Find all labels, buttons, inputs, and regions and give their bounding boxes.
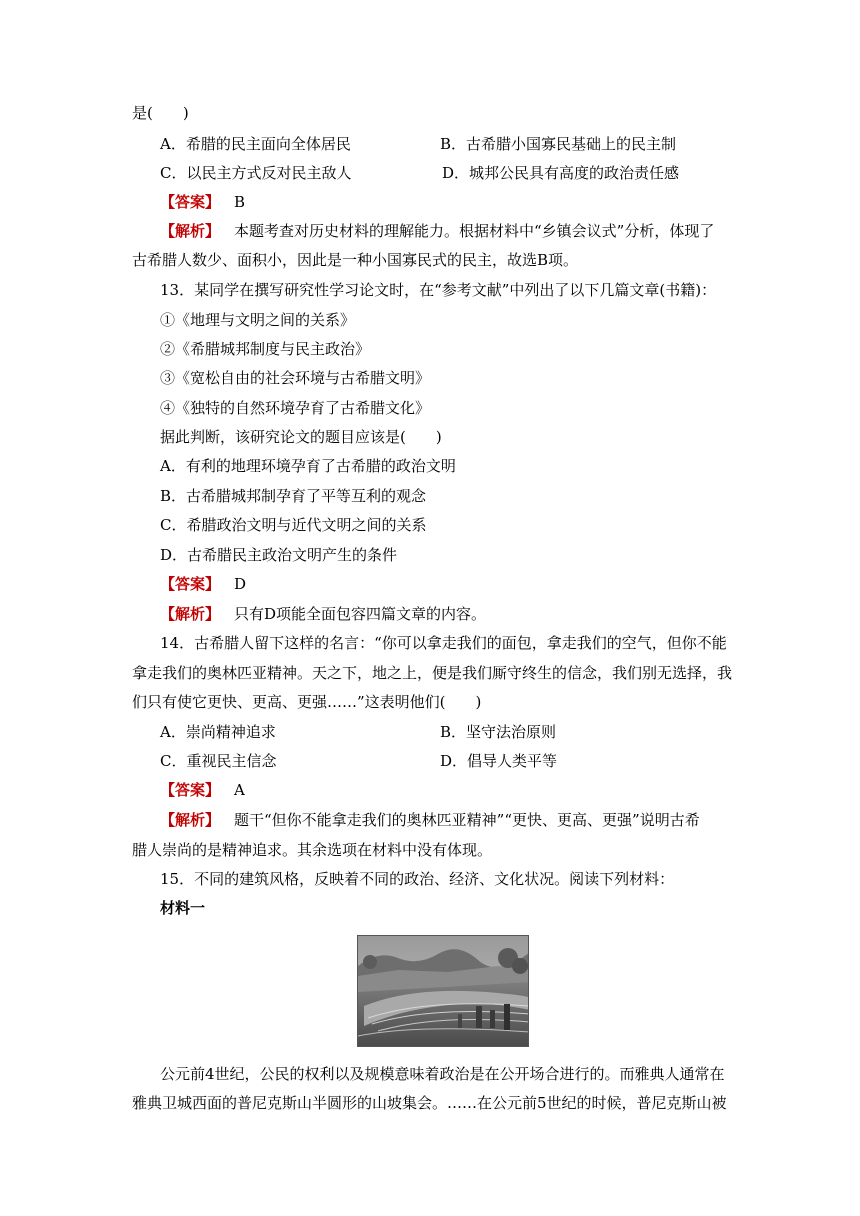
q12-option-d: D．城邦公民具有高度的政治责任感 xyxy=(442,164,680,182)
q14-stem-line-3: 们只有使它更快、更高、更强……”这表明他们( ) xyxy=(132,693,482,711)
q14-analysis-line-1 xyxy=(160,810,760,830)
answer-value: D xyxy=(234,575,247,593)
q14-option-a: A．崇尚精神追求 xyxy=(160,723,276,741)
q12-option-b: B．古希腊小国寡民基础上的民主制 xyxy=(440,135,677,153)
q13-ref-1: ①《地理与文明之间的关系》 xyxy=(160,311,356,329)
q13-ref-3: ③《宽松自由的社会环境与古希腊文明》 xyxy=(160,369,431,387)
q14-option-b: B．坚守法治原则 xyxy=(440,723,557,741)
q13-option-c: C．希腊政治文明与近代文明之间的关系 xyxy=(160,516,427,534)
analysis-text: 题干“但你不能拿走我们的奥林匹亚精神”“更快、更高、更强”说明古希 xyxy=(234,811,700,829)
q13-stem: 13．某同学在撰写研究性学习论文时，在“参考文献”中列出了以下几篇文章(书籍)： xyxy=(160,281,717,299)
q14-stem-line-2: 拿走我们的奥林匹亚精神。天之下，地之上，便是我们厮守终生的信念，我们别无选择，我 xyxy=(132,664,733,682)
pnyx-photo-image xyxy=(358,936,529,1047)
answer-value: B xyxy=(234,193,246,211)
q12-option-c: C．以民主方式反对民主敌人 xyxy=(160,164,352,182)
q13-ref-4: ④《独特的自然环境孕育了古希腊文化》 xyxy=(160,399,431,417)
q15-stem: 15．不同的建筑风格，反映着不同的政治、经济、文化状况。阅读下列材料： xyxy=(160,870,675,888)
q12-option-a: A．希腊的民主面向全体居民 xyxy=(160,135,351,153)
q12-stem-tail: 是( ) xyxy=(132,104,189,122)
q13-question: 据此判断，该研究论文的题目应该是( ) xyxy=(160,428,442,446)
q14-analysis-line-2: 腊人崇尚的是精神追求。其余选项在材料中没有体现。 xyxy=(132,841,493,859)
q15-material-label: 材料一 xyxy=(160,899,206,917)
q13-ref-2: ②《希腊城邦制度与民主政治》 xyxy=(160,340,371,358)
analysis-text: 只有D项能全面包容四篇文章的内容。 xyxy=(234,605,487,623)
q12-analysis-line-1 xyxy=(160,221,760,241)
q14-stem-line-1: 14．古希腊人留下这样的名言：“你可以拿走我们的面包，拿走我们的空气，但你不能 xyxy=(160,634,727,652)
q13-option-b: B．古希腊城邦制孕育了平等互利的观念 xyxy=(160,487,427,505)
q13-option-a: A．有利的地理环境孕育了古希腊的政治文明 xyxy=(160,457,456,475)
q14-option-c: C．重视民主信念 xyxy=(160,752,277,770)
answer-tag: 【答案】 xyxy=(160,193,221,211)
answer-tag: 【答案】 xyxy=(160,575,221,593)
q13-answer xyxy=(160,574,760,594)
answer-value: A xyxy=(234,781,245,799)
analysis-tag: 【解析】 xyxy=(160,811,221,829)
q15-material-para-line-2: 雅典卫城西面的普尼克斯山半圆形的山坡集会。……在公元前5世纪的时候，普尼克斯山被 xyxy=(132,1094,727,1112)
q12-analysis-line-2: 古希腊人数少、面积小，因此是一种小国寡民式的民主，故选B项。 xyxy=(132,251,579,269)
analysis-tag: 【解析】 xyxy=(160,605,221,623)
q13-analysis xyxy=(160,604,760,624)
answer-tag: 【答案】 xyxy=(160,781,221,799)
analysis-tag: 【解析】 xyxy=(160,222,221,240)
q13-option-d: D．古希腊民主政治文明产生的条件 xyxy=(160,546,398,564)
q14-option-d: D．倡导人类平等 xyxy=(440,752,558,770)
analysis-text: 本题考查对历史材料的理解能力。根据材料中“乡镇会议式”分析，体现了 xyxy=(234,222,715,240)
q14-answer xyxy=(160,780,760,800)
q15-material-para-line-1: 公元前4世纪，公民的权利以及规模意味着政治是在公开场合进行的。而雅典人通常在 xyxy=(160,1065,725,1083)
q12-answer xyxy=(160,192,760,212)
pnyx-photo xyxy=(357,935,529,1047)
